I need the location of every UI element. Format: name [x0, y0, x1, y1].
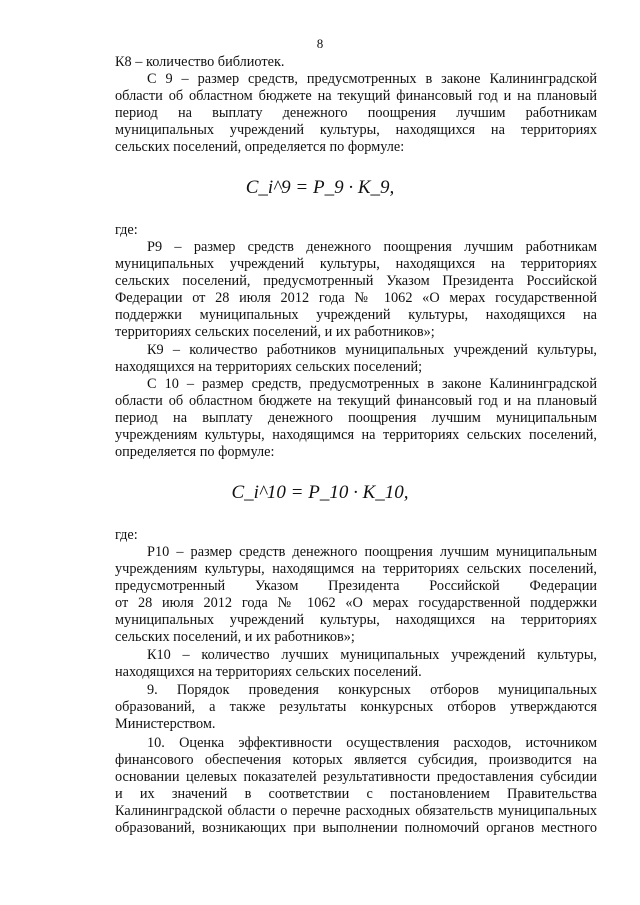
text-line-15: находящихся на территориях сельских поселений; [115, 359, 423, 375]
text-line-34: финансового обеспечения которых является субсидия, производится на [115, 752, 597, 768]
text-line-20: определяется по формуле: [115, 444, 275, 460]
text-line-36: и их значений в соответствии с постановлением Правительства [115, 786, 597, 802]
page-number: 8 [316, 36, 324, 51]
text-line-12: поддержки муниципальных учреждений культуры, находящихся на [115, 307, 597, 323]
text-line-11: Федерации от 28 июля 2012 года № 1062 «О мерах государственной [115, 290, 597, 306]
text-line-6: сельских поселений, определяется по формуле: [115, 139, 405, 155]
text-line-19: учреждениям культуры, находящимся на территориях сельских поселений, [115, 427, 597, 443]
text-line-21: где: [115, 527, 138, 543]
text-line-37: Калининградской области о перечне расходных обязательств муниципальных [115, 803, 597, 819]
text-line-14: К9 – количество работников муниципальных учреждений культуры, [147, 342, 597, 358]
text-line-5: муниципальных учреждений культуры, находящихся на территориях [115, 122, 597, 138]
text-line-7: где: [115, 222, 138, 238]
formula-2-text: C_i^10 = P_10 · K_10, [231, 482, 409, 503]
text-line-24: предусмотренный Указом Президента Российской Федерации [115, 578, 597, 594]
text-line-18: период на выплату денежного поощрения лучшим муниципальным [115, 410, 597, 426]
text-line-27: сельских поселений, и их работников»; [115, 629, 355, 645]
text-line-10: сельских поселений, предусмотренный Указом Президента Российской [115, 273, 597, 289]
text-line-30: 9. Порядок проведения конкурсных отборов муниципальных [147, 682, 597, 698]
text-line-31: образований, а также результаты конкурсных отборов утверждаются [115, 699, 597, 715]
text-line-22: Р10 – размер средств денежного поощрения лучшим муниципальным [147, 544, 597, 560]
text-line-25: от 28 июля 2012 года № 1062 «О мерах государственной поддержки [115, 595, 597, 611]
text-line-38: образований, возникающих при выполнении полномочий органов местного [115, 820, 597, 836]
text-line-23: учреждениям культуры, находящимся на территориях сельских поселений, [115, 561, 597, 577]
text-line-13: территориях сельских поселений, и их работников»; [115, 324, 435, 340]
text-line-16: C 10 – размер средств, предусмотренных в законе Калининградской [147, 376, 597, 392]
text-line-32: Министерством. [115, 716, 216, 732]
text-line-2: C 9 – размер средств, предусмотренных в законе Калининградской [147, 71, 597, 87]
text-line-28: К10 – количество лучших муниципальных учреждений культуры, [147, 647, 597, 663]
text-line-9: муниципальных учреждений культуры, находящихся на территориях [115, 256, 597, 272]
text-line-3: области об областном бюджете на текущий финансовый год и на плановый [115, 88, 597, 104]
text-line-8: Р9 – размер средств денежного поощрения лучшим работникам [147, 239, 597, 255]
text-line-29: находящихся на территориях сельских поселений. [115, 664, 422, 680]
formula-1 [0, 176, 640, 200]
text-line-35: основании целевых показателей результативности предоставления субсидии [115, 769, 597, 785]
text-line-33: 10. Оценка эффективности осуществления расходов, источником [147, 735, 597, 751]
formula-2 [0, 481, 640, 505]
text-line-1: К8 – количество библиотек. [115, 54, 285, 70]
text-line-26: муниципальных учреждений культуры, находящихся на территориях [115, 612, 597, 628]
formula-1-text: C_i^9 = P_9 · K_9, [245, 177, 395, 198]
text-line-17: области об областном бюджете на текущий финансовый год и на плановый [115, 393, 597, 409]
text-line-4: период на выплату денежного поощрения лучшим работникам [115, 105, 597, 121]
